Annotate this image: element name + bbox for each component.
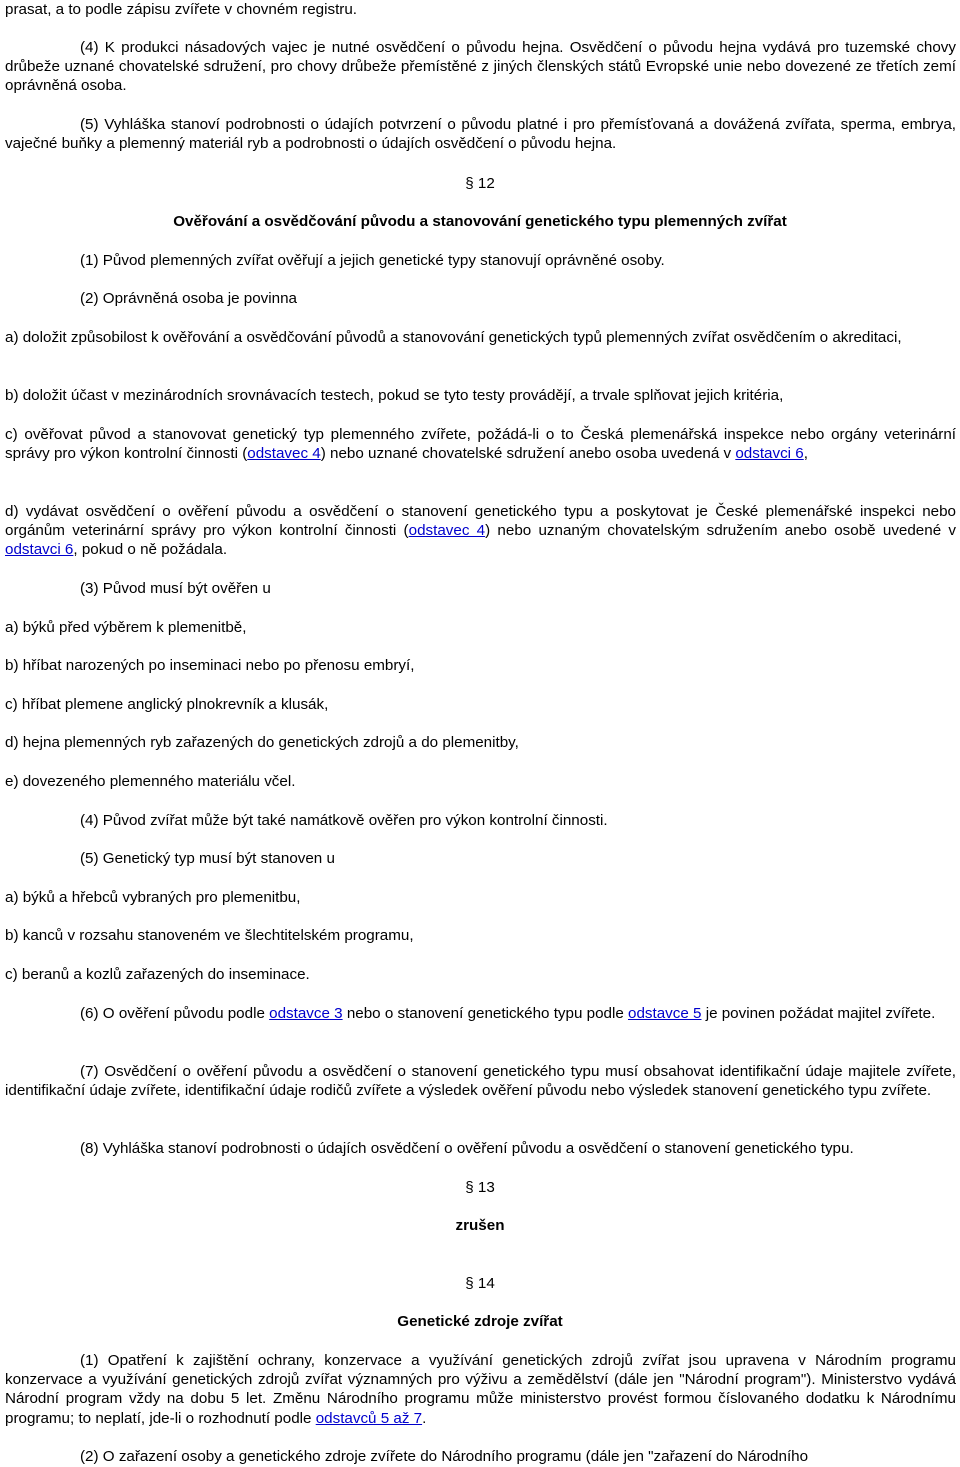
s12-paragraph-7: (7) Osvědčení o ověření původu a osvědčení o stanovení genetického typu musí obsahovat identifikační údaje majitele zvířete, identifikační údaje zvířete, identifikační údaje rodičů zvířete a výsledek ověření původu nebo výsledek stanovení genetického typu zvířete.	[5, 1063, 956, 1100]
s12-paragraph-1: (1) Původ plemenných zvířat ověřují a jejich genetické typy stanovují oprávněné osoby.	[80, 252, 665, 269]
s12-5-item-c: c) beranů a kozlů zařazených do inseminace.	[5, 966, 310, 983]
section-12-number: § 12	[465, 175, 495, 192]
s12-5-item-a: a) býků a hřebců vybraných pro plemenitbu,	[5, 889, 301, 906]
s12-paragraph-5: (5) Genetický typ musí být stanoven u	[80, 850, 335, 867]
s12-3-item-e: e) dovezeného plemenného materiálu včel.	[5, 773, 296, 790]
s12-paragraph-4: (4) Původ zvířat může být také namátkově ověřen pro výkon kontrolní činnosti.	[80, 812, 608, 829]
s12-paragraph-6: (6) O ověření původu podle odstavce 3 nebo o stanovení genetického typu podle odstavce 5 je povinen požádat majitel zvířete.	[80, 1005, 936, 1022]
s12-3-item-c: c) hříbat plemene anglický plnokrevník a klusák,	[5, 696, 329, 713]
s14-paragraph-1: (1) Opatření k zajištění ochrany, konzervace a využívání genetických zdrojů zvířat jsou upravena v Národním programu konzervace a využívání genetických zdrojů zvířat významných pro výživu a zemědělství (dále jen "Národní program"). Ministerstvo vydává Národní program vždy na dobu 5 let. Změnu Národního programu může ministerstvo provést formou číslovaného dodatku k Národnímu programu; to neplatí, jde-li o rozhodnutí podle odstavců 5 až 7.	[5, 1352, 956, 1427]
link-odstavcu-5-az-7[interactable]: odstavců 5 až 7	[315, 1409, 423, 1427]
s12-paragraph-3: (3) Původ musí být ověřen u	[80, 580, 271, 597]
link-odstavec-4[interactable]: odstavec 4	[247, 445, 321, 463]
link-odstavci-6[interactable]: odstavci 6	[735, 445, 804, 463]
section-13-number: § 13	[465, 1179, 495, 1196]
section-12-title: Ověřování a osvědčování původu a stanovování genetického typu plemenných zvířat	[173, 213, 787, 230]
paragraph-continuation: prasat, a to podle zápisu zvířete v chovném registru.	[5, 1, 358, 18]
link-odstavec-4[interactable]: odstavec 4	[408, 522, 486, 540]
s14-paragraph-2: (2) O zařazení osoby a genetického zdroje zvířete do Národního programu (dále jen "zařazení do Národního	[80, 1448, 809, 1465]
s12-paragraph-2: (2) Oprávněná osoba je povinna	[80, 290, 297, 307]
s12-item-a: a) doložit způsobilost k ověřování a osvědčování původů a stanovování genetických typů plemenných zvířat osvědčením o akreditaci,	[5, 329, 902, 346]
s12-paragraph-8: (8) Vyhláška stanoví podrobnosti o údajích osvědčení o ověření původu a osvědčení o stanovení genetického typu.	[80, 1140, 854, 1157]
section-14-title: Genetické zdroje zvířat	[397, 1313, 563, 1330]
s12-3-item-a: a) býků před výběrem k plemenitbě,	[5, 619, 247, 636]
s12-item-c: c) ověřovat původ a stanovovat genetický typ plemenného zvířete, požádá-li o to Česká plemenářská inspekce nebo orgány veterinární správy pro výkon kontrolní činnosti (odstavec 4) nebo uznané chovatelské sdružení anebo osoba uvedená v odstavci 6,	[5, 426, 956, 463]
s12-item-d: d) vydávat osvědčení o ověření původu a osvědčení o stanovení genetického typu a poskytovat je České plemenářské inspekci nebo orgánům veterinární správy pro výkon kontrolní činnosti (odstavec 4) nebo uznaným chovatelským sdružením anebo osobě uvedené v odstavci 6, pokud o ně požádala.	[5, 503, 956, 559]
s12-3-item-d: d) hejna plemenných ryb zařazených do genetických zdrojů a do plemenitby,	[5, 734, 519, 751]
section-14-number: § 14	[465, 1275, 495, 1292]
paragraph-5-decree: (5) Vyhláška stanoví podrobnosti o údajích potvrzení o původu platné i pro přemísťovaná a dovážená zvířata, sperma, embrya, vaječné buňky a plemenný materiál ryb a podrobnosti o údajích osvědčení o původu hejna.	[5, 116, 956, 153]
section-13-title: zrušen	[455, 1217, 505, 1234]
link-odstavce-3[interactable]: odstavce 3	[269, 1005, 343, 1022]
s12-5-item-b: b) kanců v rozsahu stanoveném ve šlechtitelském programu,	[5, 927, 414, 944]
link-odstavce-5[interactable]: odstavce 5	[628, 1005, 702, 1022]
paragraph-4-hatching-eggs: (4) K produkci násadových vajec je nutné osvědčení o původu hejna. Osvědčení o původu hejna vydává pro tuzemské chovy drůbeže uznané chovatelské sdružení, pro chovy drůbeže přemístěné z jiných členských států Evropské unie nebo dovezené ze třetích zemí oprávněná osoba.	[5, 39, 956, 95]
s12-3-item-b: b) hříbat narozených po inseminaci nebo po přenosu embryí,	[5, 657, 415, 674]
link-odstavci-6[interactable]: odstavci 6	[5, 541, 74, 559]
s12-item-b: b) doložit účast v mezinárodních srovnávacích testech, pokud se tyto testy provádějí, a trvale splňovat jejich kritéria,	[5, 387, 784, 404]
